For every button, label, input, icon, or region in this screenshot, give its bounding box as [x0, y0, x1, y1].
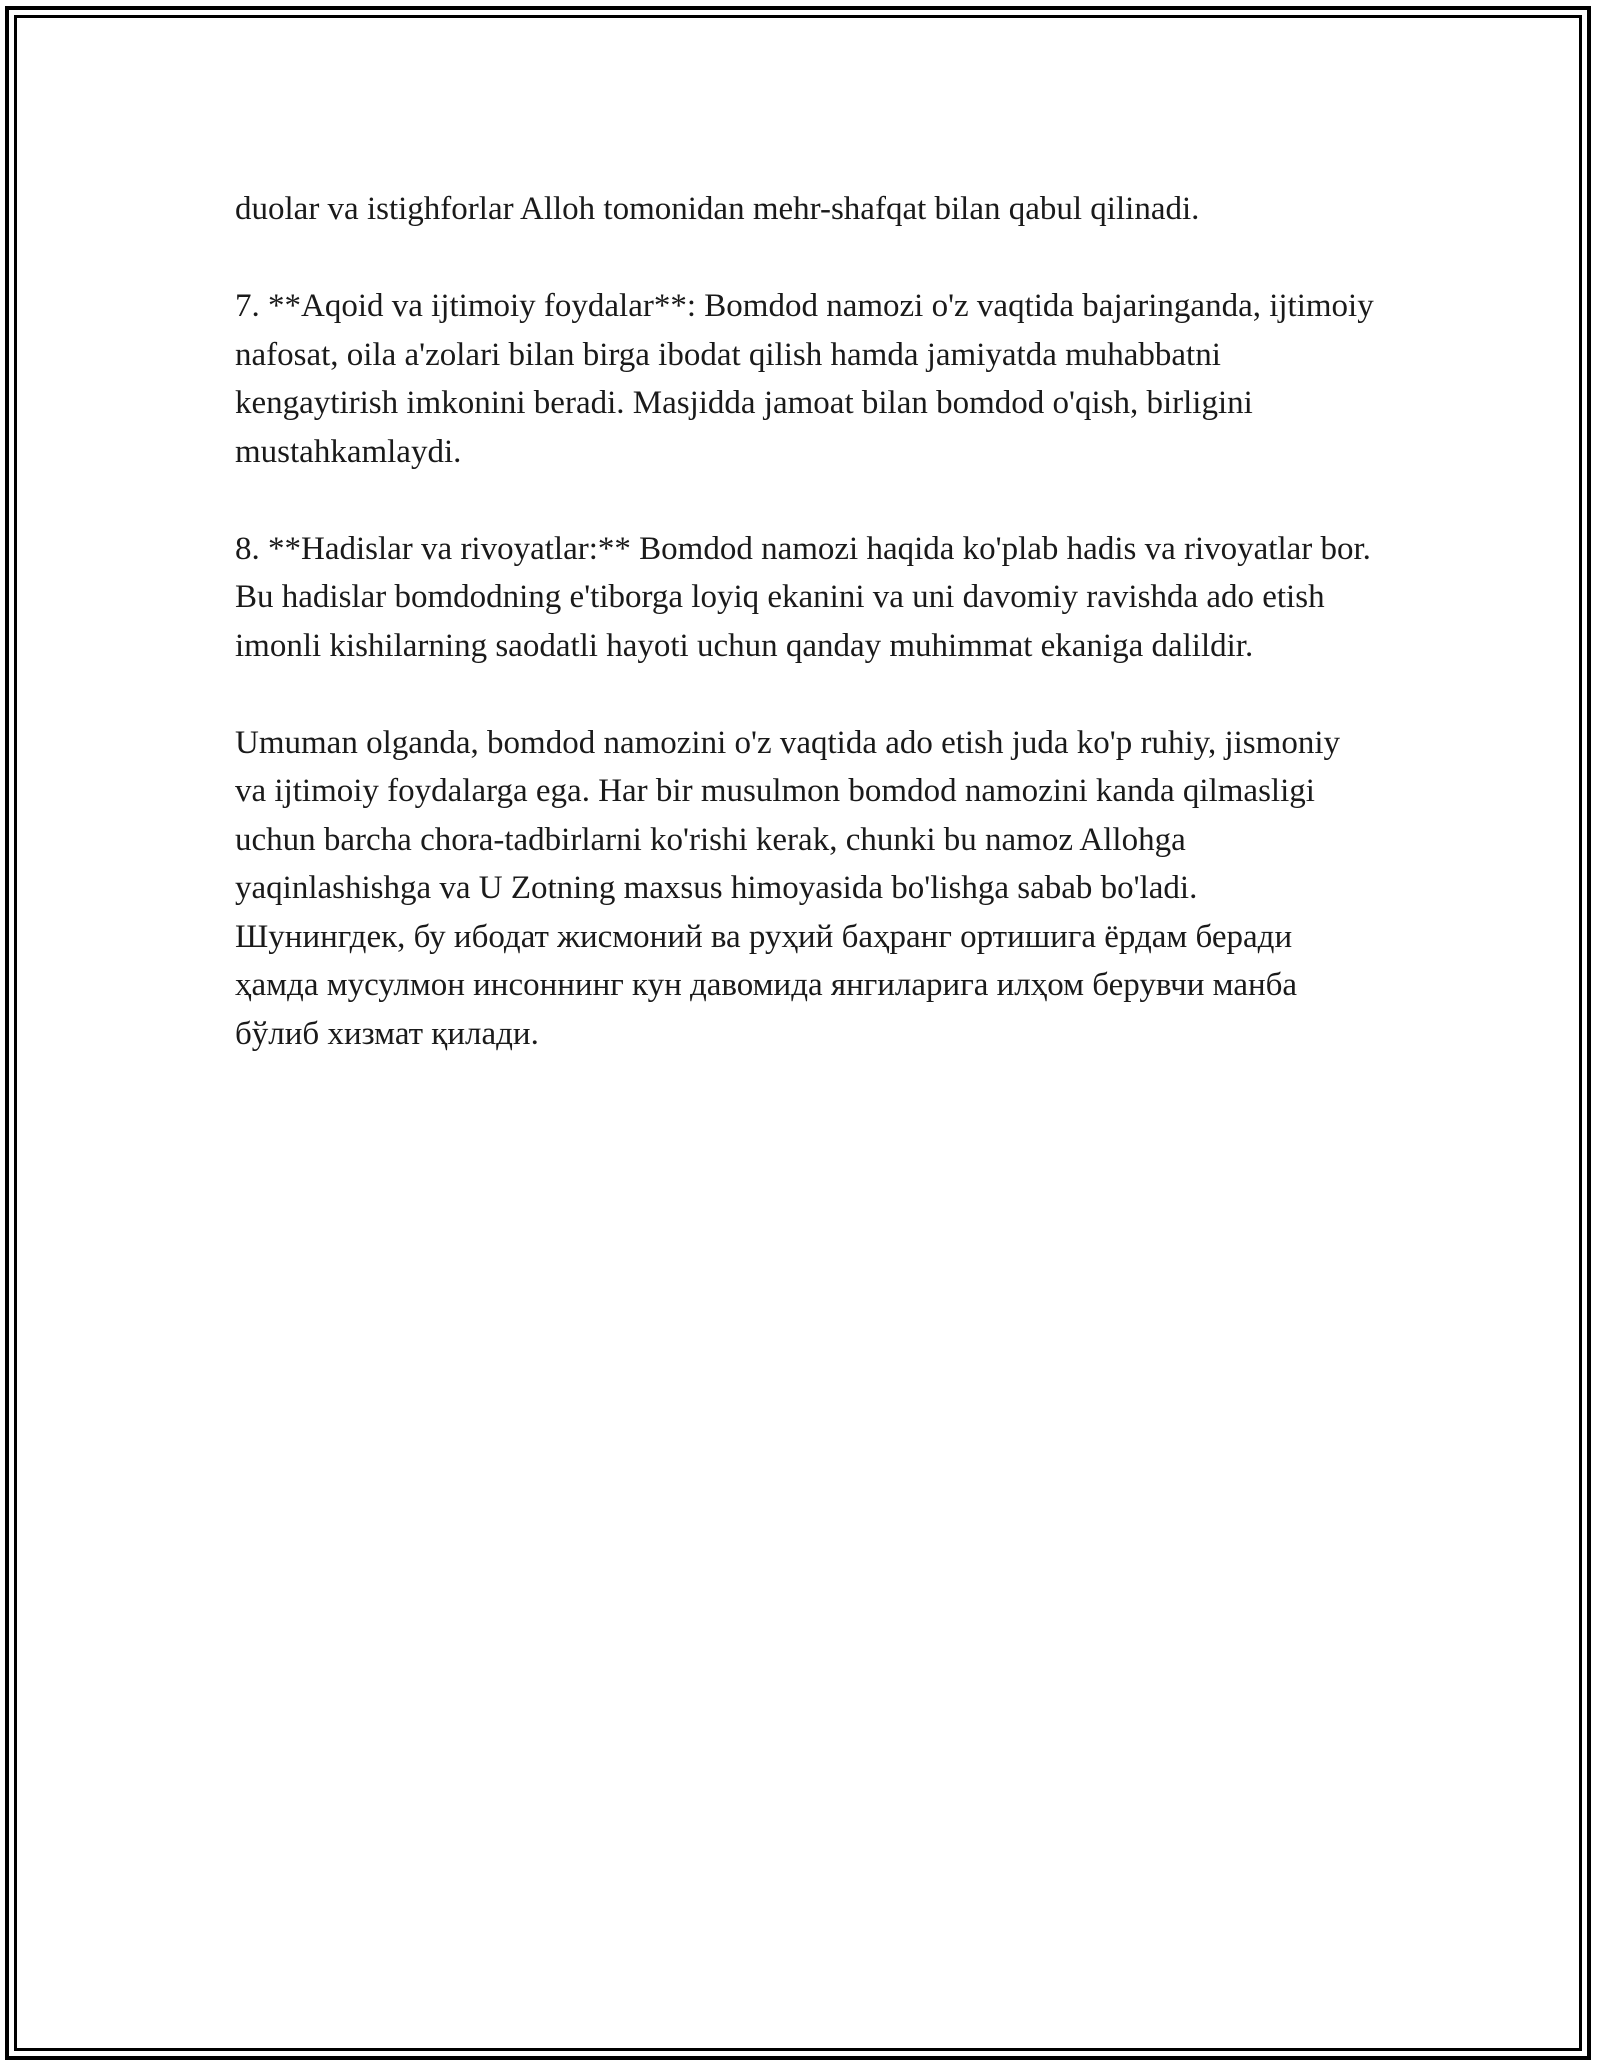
paragraph-conclusion: Umuman olganda, bomdod namozini o'z vaqtida ado etish juda ko'p ruhiy, jismoniy va ijtimoiy foydalarga ega. Har bir musulmon bomdod namozini kanda qilmasligi uchun barcha chora-tadbirlarni ko'rishi kerak, chunki bu namoz Allohga yaqinlashishga va U Zotning maxsus himoyasida bo'lishga sabab bo'ladi. Шунингдек, бу ибодат жисмоний ва руҳий баҳранг ортишига ёрдам беради ҳамда мусулмон инсоннинг кун давомида янгиларига илҳом берувчи манба бўлиб хизмат қилади.	[235, 724, 1340, 1052]
paragraph-item-8: 8. **Hadislar va rivoyatlar:** Bomdod namozi haqida ko'plab hadis va rivoyatlar bor. Bu hadislar bomdodning e'tiborga loyiq ekanini va uni davomiy ravishda ado etish imonli kishilarning saodatli hayoti uchun qanday muhimmat ekaniga dalildir.	[235, 530, 1371, 664]
paragraph-continuation: duolar va istighforlar Alloh tomonidan mehr-shafqat bilan qabul qilinadi.	[235, 191, 1200, 227]
document-body	[235, 185, 1375, 1107]
paragraph-item-7: 7. **Aqoid va ijtimoiy foydalar**: Bomdod namozi o'z vaqtida bajaringanda, ijtimoiy nafosat, oila a'zolari bilan birga ibodat qilish hamda jamiyatda muhabbatni kengaytirish imkonini beradi. Masjidda jamoat bilan bomdod o'qish, birligini mustahkamlaydi.	[235, 288, 1374, 470]
